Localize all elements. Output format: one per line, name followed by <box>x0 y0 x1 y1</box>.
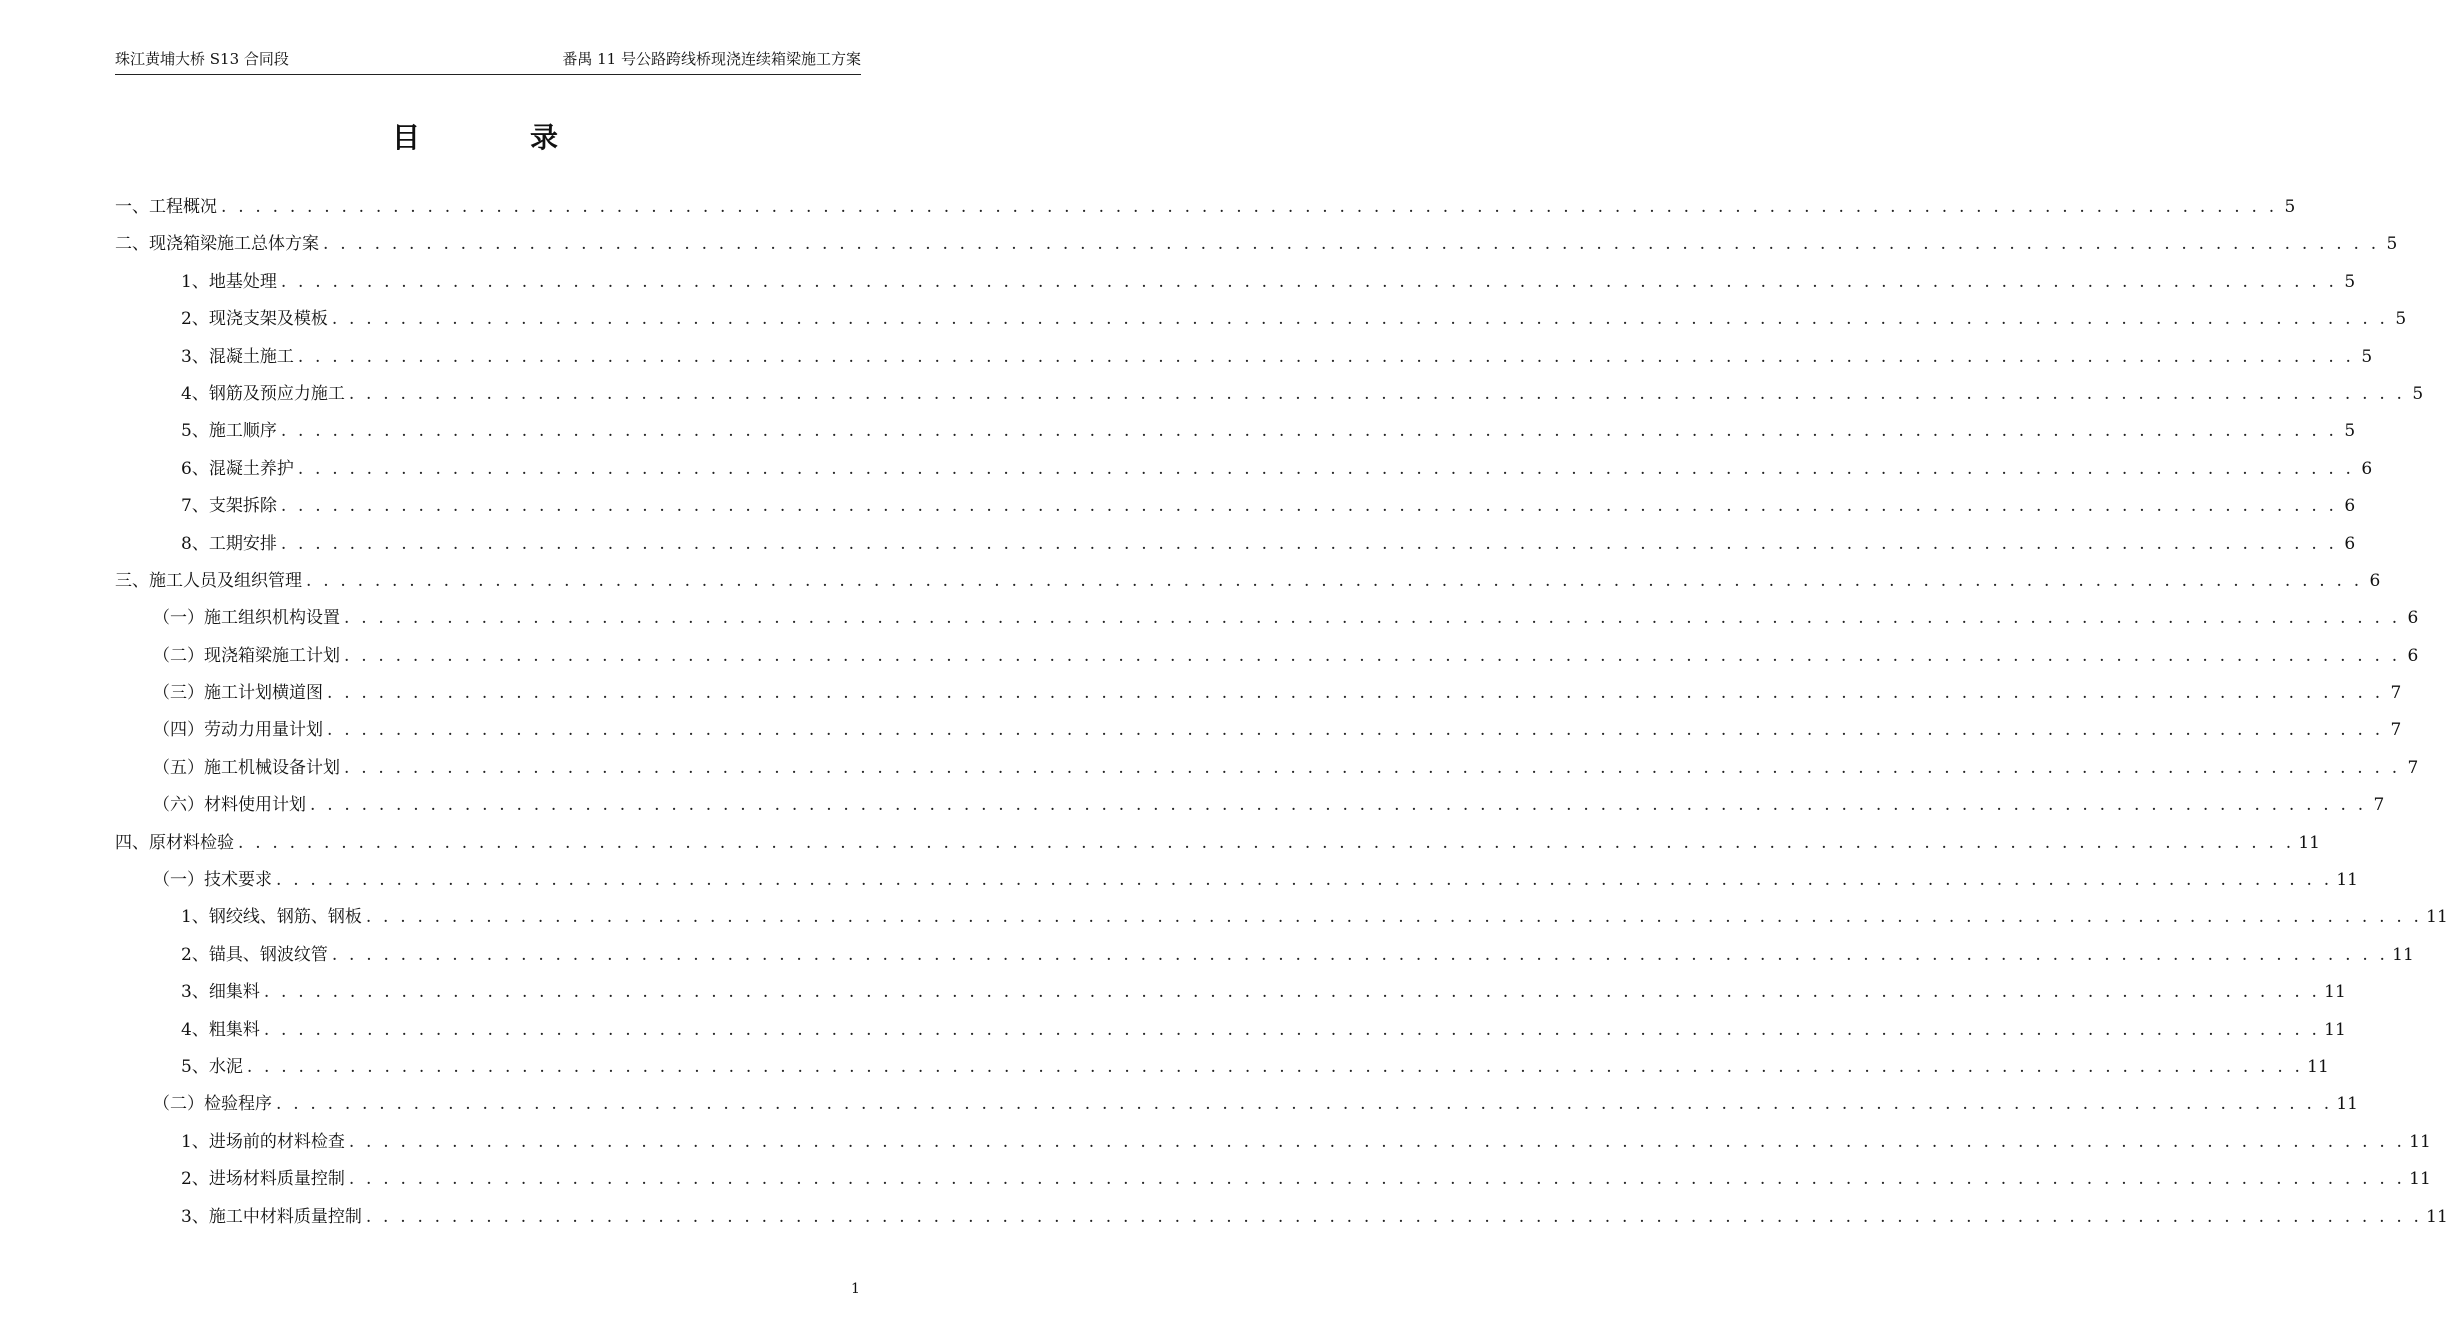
toc-entry-label: （五）施工机械设备计划 <box>153 757 340 778</box>
toc-leader-dots: . . . . . . . . . . . . . . . . . . . . . . . . . . . . . . . . . . . . . . . . . . . . . . . . . . . . . . . . . . . . . . . . . . . . . . . . . . . . . . . . . . . . . . . . . . . . . . . . . . . . . . . . . . . . . . . . . . . . . . . . <box>263 1019 2321 1040</box>
toc-entry[interactable] <box>115 454 2373 491</box>
toc-entry-label: 7、支架拆除 <box>181 496 277 517</box>
toc-entry-page: 11 <box>2336 870 2358 891</box>
toc-entry-label: （三）施工计划横道图 <box>153 683 323 704</box>
toc-entry[interactable] <box>115 902 2448 939</box>
toc-entry[interactable] <box>115 1089 2358 1126</box>
toc-entry-page: 11 <box>2298 832 2320 853</box>
toc-entry-page: 7 <box>2407 757 2419 778</box>
toc-entry-page: 7 <box>2373 795 2385 816</box>
toc-entry[interactable] <box>115 977 2346 1014</box>
toc-entry-label: （四）劳动力用量计划 <box>153 720 323 741</box>
toc-leader-dots: . . . . . . . . . . . . . . . . . . . . . . . . . . . . . . . . . . . . . . . . . . . . . . . . . . . . . . . . . . . . . . . . . . . . . . . . . . . . . . . . . . . . . . . . . . . . . . . . . . . . . . . . . . . . . . . . . . . . . . . . <box>276 1094 2333 1115</box>
toc-entry-page: 5 <box>2361 346 2373 367</box>
toc-entry-label: 3、施工中材料质量控制 <box>181 1206 362 1227</box>
toc-entry[interactable] <box>115 940 2414 977</box>
toc-entry-label: （二）检验程序 <box>153 1094 272 1115</box>
toc-entry-page: 5 <box>2395 309 2407 330</box>
toc-entry-label: （二）现浇箱梁施工计划 <box>153 645 340 666</box>
toc-entry-label: 1、钢绞线、钢筋、钢板 <box>181 907 362 928</box>
toc-leader-dots: . . . . . . . . . . . . . . . . . . . . . . . . . . . . . . . . . . . . . . . . . . . . . . . . . . . . . . . . . . . . . . . . . . . . . . . . . . . . . . . . . . . . . . . . . . . . . . . . . . . . . . . . . . . . . . . . . . . . . . . . <box>327 683 2384 704</box>
toc-leader-dots: . . . . . . . . . . . . . . . . . . . . . . . . . . . . . . . . . . . . . . . . . . . . . . . . . . . . . . . . . . . . . . . . . . . . . . . . . . . . . . . . . . . . . . . . . . . . . . . . . . . . . . . . . . . . . . . . . . . . . . . . <box>344 645 2401 666</box>
toc-entry[interactable] <box>115 753 2419 790</box>
page-header <box>115 44 861 75</box>
toc-entry-label: 1、进场前的材料检查 <box>181 1131 345 1152</box>
toc-leader-dots: . . . . . . . . . . . . . . . . . . . . . . . . . . . . . . . . . . . . . . . . . . . . . . . . . . . . . . . . . . . . . . . . . . . . . . . . . . . . . . . . . . . . . . . . . . . . . . . . . . . . . . . . . . . . . . . . . . . . . . . . <box>280 271 2338 292</box>
toc-leader-dots: . . . . . . . . . . . . . . . . . . . . . . . . . . . . . . . . . . . . . . . . . . . . . . . . . . . . . . . . . . . . . . . . . . . . . . . . . . . . . . . . . . . . . . . . . . . . . . . . . . . . . . . . . . . . . . . . . . . . . . . . <box>348 1169 2406 1190</box>
toc-leader-dots: . . . . . . . . . . . . . . . . . . . . . . . . . . . . . . . . . . . . . . . . . . . . . . . . . . . . . . . . . . . . . . . . . . . . . . . . . . . . . . . . . . . . . . . . . . . . . . . . . . . . . . . . . . . . . . . . . . . . . . . . <box>276 870 2333 891</box>
toc-leader-dots: . . . . . . . . . . . . . . . . . . . . . . . . . . . . . . . . . . . . . . . . . . . . . . . . . . . . . . . . . . . . . . . . . . . . . . . . . . . . . . . . . . . . . . . . . . . . . . . . . . . . . . . . . . . . . . . . . . . . . . . . <box>331 944 2389 965</box>
toc-entry-label: （六）材料使用计划 <box>153 795 306 816</box>
toc-entry-label: （一）施工组织机构设置 <box>153 608 340 629</box>
toc-leader-dots: . . . . . . . . . . . . . . . . . . . . . . . . . . . . . . . . . . . . . . . . . . . . . . . . . . . . . . . . . . . . . . . . . . . . . . . . . . . . . . . . . . . . . . . . . . . . . . . . . . . . . . . . . . . . . . . . . . . . . . . . <box>306 570 2363 591</box>
toc-entry[interactable] <box>115 1015 2346 1052</box>
toc-entry-label: 4、粗集料 <box>181 1019 260 1040</box>
toc-leader-dots: . . . . . . . . . . . . . . . . . . . . . . . . . . . . . . . . . . . . . . . . . . . . . . . . . . . . . . . . . . . . . . . . . . . . . . . . . . . . . . . . . . . . . . . . . . . . . . . . . . . . . . . . . . . . . . . . . . . . . . . . <box>297 346 2355 367</box>
toc-entry[interactable] <box>115 566 2381 603</box>
page-number: 1 <box>851 1281 860 1297</box>
toc-leader-dots: . . . . . . . . . . . . . . . . . . . . . . . . . . . . . . . . . . . . . . . . . . . . . . . . . . . . . . . . . . . . . . . . . . . . . . . . . . . . . . . . . . . . . . . . . . . . . . . . . . . . . . . . . . . . . . . . . . . . . . . . <box>348 1131 2406 1152</box>
toc-entry-page: 5 <box>2344 421 2356 442</box>
toc-entry-label: 2、锚具、钢波纹管 <box>181 944 328 965</box>
toc-leader-dots: . . . . . . . . . . . . . . . . . . . . . . . . . . . . . . . . . . . . . . . . . . . . . . . . . . . . . . . . . . . . . . . . . . . . . . . . . . . . . . . . . . . . . . . . . . . . . . . . . . . . . . . . . . . . . . . . . . . . . . . . <box>323 234 2380 255</box>
header-left-text: 珠江黄埔大桥 S13 合同段 <box>115 50 289 68</box>
toc-entry-page: 11 <box>2336 1094 2358 1115</box>
toc-entry-page: 11 <box>2426 907 2448 928</box>
toc-entry-page: 11 <box>2426 1206 2448 1227</box>
toc-entry[interactable] <box>115 229 2398 266</box>
toc-entry-label: 二、现浇箱梁施工总体方案 <box>115 234 319 255</box>
toc-leader-dots: . . . . . . . . . . . . . . . . . . . . . . . . . . . . . . . . . . . . . . . . . . . . . . . . . . . . . . . . . . . . . . . . . . . . . . . . . . . . . . . . . . . . . . . . . . . . . . . . . . . . . . . . . . . . . . . . . . . . . . . . <box>263 982 2321 1003</box>
toc-entry-label: 5、水泥 <box>181 1056 243 1077</box>
toc-entry-label: 4、钢筋及预应力施工 <box>181 383 345 404</box>
header-right-text: 番禺 11 号公路跨线桥现浇连续箱梁施工方案 <box>562 50 861 68</box>
page-title: 目录 <box>391 121 668 154</box>
table-of-contents <box>115 192 2448 1239</box>
toc-leader-dots: . . . . . . . . . . . . . . . . . . . . . . . . . . . . . . . . . . . . . . . . . . . . . . . . . . . . . . . . . . . . . . . . . . . . . . . . . . . . . . . . . . . . . . . . . . . . . . . . . . . . . . . . . . . . . . . . . . . . . . . . <box>238 832 2295 853</box>
toc-entry[interactable] <box>115 491 2356 528</box>
toc-leader-dots: . . . . . . . . . . . . . . . . . . . . . . . . . . . . . . . . . . . . . . . . . . . . . . . . . . . . . . . . . . . . . . . . . . . . . . . . . . . . . . . . . . . . . . . . . . . . . . . . . . . . . . . . . . . . . . . . . . . . . . . . <box>297 458 2355 479</box>
toc-entry[interactable] <box>115 678 2402 715</box>
toc-leader-dots: . . . . . . . . . . . . . . . . . . . . . . . . . . . . . . . . . . . . . . . . . . . . . . . . . . . . . . . . . . . . . . . . . . . . . . . . . . . . . . . . . . . . . . . . . . . . . . . . . . . . . . . . . . . . . . . . . . . . . . . . <box>344 608 2401 629</box>
toc-entry-label: 8、工期安排 <box>181 533 277 554</box>
toc-leader-dots: . . . . . . . . . . . . . . . . . . . . . . . . . . . . . . . . . . . . . . . . . . . . . . . . . . . . . . . . . . . . . . . . . . . . . . . . . . . . . . . . . . . . . . . . . . . . . . . . . . . . . . . . . . . . . . . . . . . . . . . . <box>348 383 2406 404</box>
toc-entry-page: 11 <box>2409 1169 2431 1190</box>
toc-entry[interactable] <box>115 529 2356 566</box>
toc-leader-dots: . . . . . . . . . . . . . . . . . . . . . . . . . . . . . . . . . . . . . . . . . . . . . . . . . . . . . . . . . . . . . . . . . . . . . . . . . . . . . . . . . . . . . . . . . . . . . . . . . . . . . . . . . . . . . . . . . . . . . . . . <box>246 1056 2304 1077</box>
toc-entry-page: 6 <box>2344 533 2356 554</box>
toc-entry-page: 11 <box>2409 1131 2431 1152</box>
toc-entry-page: 5 <box>2412 383 2424 404</box>
toc-leader-dots: . . . . . . . . . . . . . . . . . . . . . . . . . . . . . . . . . . . . . . . . . . . . . . . . . . . . . . . . . . . . . . . . . . . . . . . . . . . . . . . . . . . . . . . . . . . . . . . . . . . . . . . . . . . . . . . . . . . . . . . . <box>280 421 2338 442</box>
toc-entry-label: 3、细集料 <box>181 982 260 1003</box>
toc-leader-dots: . . . . . . . . . . . . . . . . . . . . . . . . . . . . . . . . . . . . . . . . . . . . . . . . . . . . . . . . . . . . . . . . . . . . . . . . . . . . . . . . . . . . . . . . . . . . . . . . . . . . . . . . . . . . . . . . . . . . . . . . <box>365 1206 2423 1227</box>
toc-leader-dots: . . . . . . . . . . . . . . . . . . . . . . . . . . . . . . . . . . . . . . . . . . . . . . . . . . . . . . . . . . . . . . . . . . . . . . . . . . . . . . . . . . . . . . . . . . . . . . . . . . . . . . . . . . . . . . . . . . . . . . . . <box>280 496 2338 517</box>
toc-entry-page: 6 <box>2407 608 2419 629</box>
toc-entry[interactable] <box>115 715 2402 752</box>
toc-entry-page: 11 <box>2392 944 2414 965</box>
toc-entry[interactable] <box>115 1052 2329 1089</box>
toc-entry-label: 一、工程概况 <box>115 197 217 217</box>
toc-entry[interactable] <box>115 379 2424 416</box>
toc-entry-label: 6、混凝土养护 <box>181 458 294 479</box>
toc-entry-label: 三、施工人员及组织管理 <box>115 570 302 591</box>
toc-entry-label: 四、原材料检验 <box>115 832 234 853</box>
toc-entry[interactable] <box>115 267 2356 304</box>
toc-entry-page: 7 <box>2390 720 2402 741</box>
toc-entry[interactable] <box>115 603 2419 640</box>
toc-entry-page: 7 <box>2390 683 2402 704</box>
toc-entry-page: 11 <box>2324 1019 2346 1040</box>
toc-entry[interactable] <box>115 304 2407 341</box>
toc-entry-page: 5 <box>2284 197 2296 217</box>
toc-entry[interactable] <box>115 828 2320 865</box>
toc-entry-label: 3、混凝土施工 <box>181 346 294 367</box>
toc-entry[interactable] <box>115 192 2296 229</box>
toc-leader-dots: . . . . . . . . . . . . . . . . . . . . . . . . . . . . . . . . . . . . . . . . . . . . . . . . . . . . . . . . . . . . . . . . . . . . . . . . . . . . . . . . . . . . . . . . . . . . . . . . . . . . . . . . . . . . . . . . . . . . . . . . <box>327 720 2384 741</box>
toc-leader-dots: . . . . . . . . . . . . . . . . . . . . . . . . . . . . . . . . . . . . . . . . . . . . . . . . . . . . . . . . . . . . . . . . . . . . . . . . . . . . . . . . . . . . . . . . . . . . . . . . . . . . . . . . . . . . . . . . . . . . . . . . <box>280 533 2338 554</box>
toc-entry[interactable] <box>115 1164 2431 1201</box>
toc-entry-page: 5 <box>2344 271 2356 292</box>
toc-entry[interactable] <box>115 416 2356 453</box>
toc-leader-dots: . . . . . . . . . . . . . . . . . . . . . . . . . . . . . . . . . . . . . . . . . . . . . . . . . . . . . . . . . . . . . . . . . . . . . . . . . . . . . . . . . . . . . . . . . . . . . . . . . . . . . . . . . . . . . . . . . . . . . . . . <box>344 757 2401 778</box>
toc-entry-page: 6 <box>2344 496 2356 517</box>
toc-entry[interactable] <box>115 641 2419 678</box>
toc-entry-page: 5 <box>2386 234 2398 255</box>
toc-entry[interactable] <box>115 342 2373 379</box>
toc-entry[interactable] <box>115 1127 2431 1164</box>
toc-entry-label: 5、施工顺序 <box>181 421 277 442</box>
toc-entry[interactable] <box>115 1202 2448 1239</box>
toc-leader-dots: . . . . . . . . . . . . . . . . . . . . . . . . . . . . . . . . . . . . . . . . . . . . . . . . . . . . . . . . . . . . . . . . . . . . . . . . . . . . . . . . . . . . . . . . . . . . . . . . . . . . . . . . . . . . . . . . . . . . . . . . <box>365 907 2423 928</box>
toc-entry-label: 2、进场材料质量控制 <box>181 1169 345 1190</box>
toc-leader-dots: . . . . . . . . . . . . . . . . . . . . . . . . . . . . . . . . . . . . . . . . . . . . . . . . . . . . . . . . . . . . . . . . . . . . . . . . . . . . . . . . . . . . . . . . . . . . . . . . . . . . . . . . . . . . . . . . . . . . . . . . <box>310 795 2367 816</box>
toc-entry-page: 6 <box>2407 645 2419 666</box>
toc-leader-dots: . . . . . . . . . . . . . . . . . . . . . . . . . . . . . . . . . . . . . . . . . . . . . . . . . . . . . . . . . . . . . . . . . . . . . . . . . . . . . . . . . . . . . . . . . . . . . . . . . . . . . . . . . . . . . . . . . . . . . . . . <box>221 197 2278 217</box>
toc-entry-page: 11 <box>2307 1056 2329 1077</box>
toc-entry[interactable] <box>115 865 2358 902</box>
toc-entry-label: （一）技术要求 <box>153 870 272 891</box>
toc-leader-dots: . . . . . . . . . . . . . . . . . . . . . . . . . . . . . . . . . . . . . . . . . . . . . . . . . . . . . . . . . . . . . . . . . . . . . . . . . . . . . . . . . . . . . . . . . . . . . . . . . . . . . . . . . . . . . . . . . . . . . . . . <box>331 309 2389 330</box>
toc-entry-page: 6 <box>2369 570 2381 591</box>
toc-entry-page: 11 <box>2324 982 2346 1003</box>
toc-entry-page: 6 <box>2361 458 2373 479</box>
toc-entry-label: 2、现浇支架及模板 <box>181 309 328 330</box>
toc-entry[interactable] <box>115 790 2385 827</box>
toc-entry-label: 1、地基处理 <box>181 271 277 292</box>
